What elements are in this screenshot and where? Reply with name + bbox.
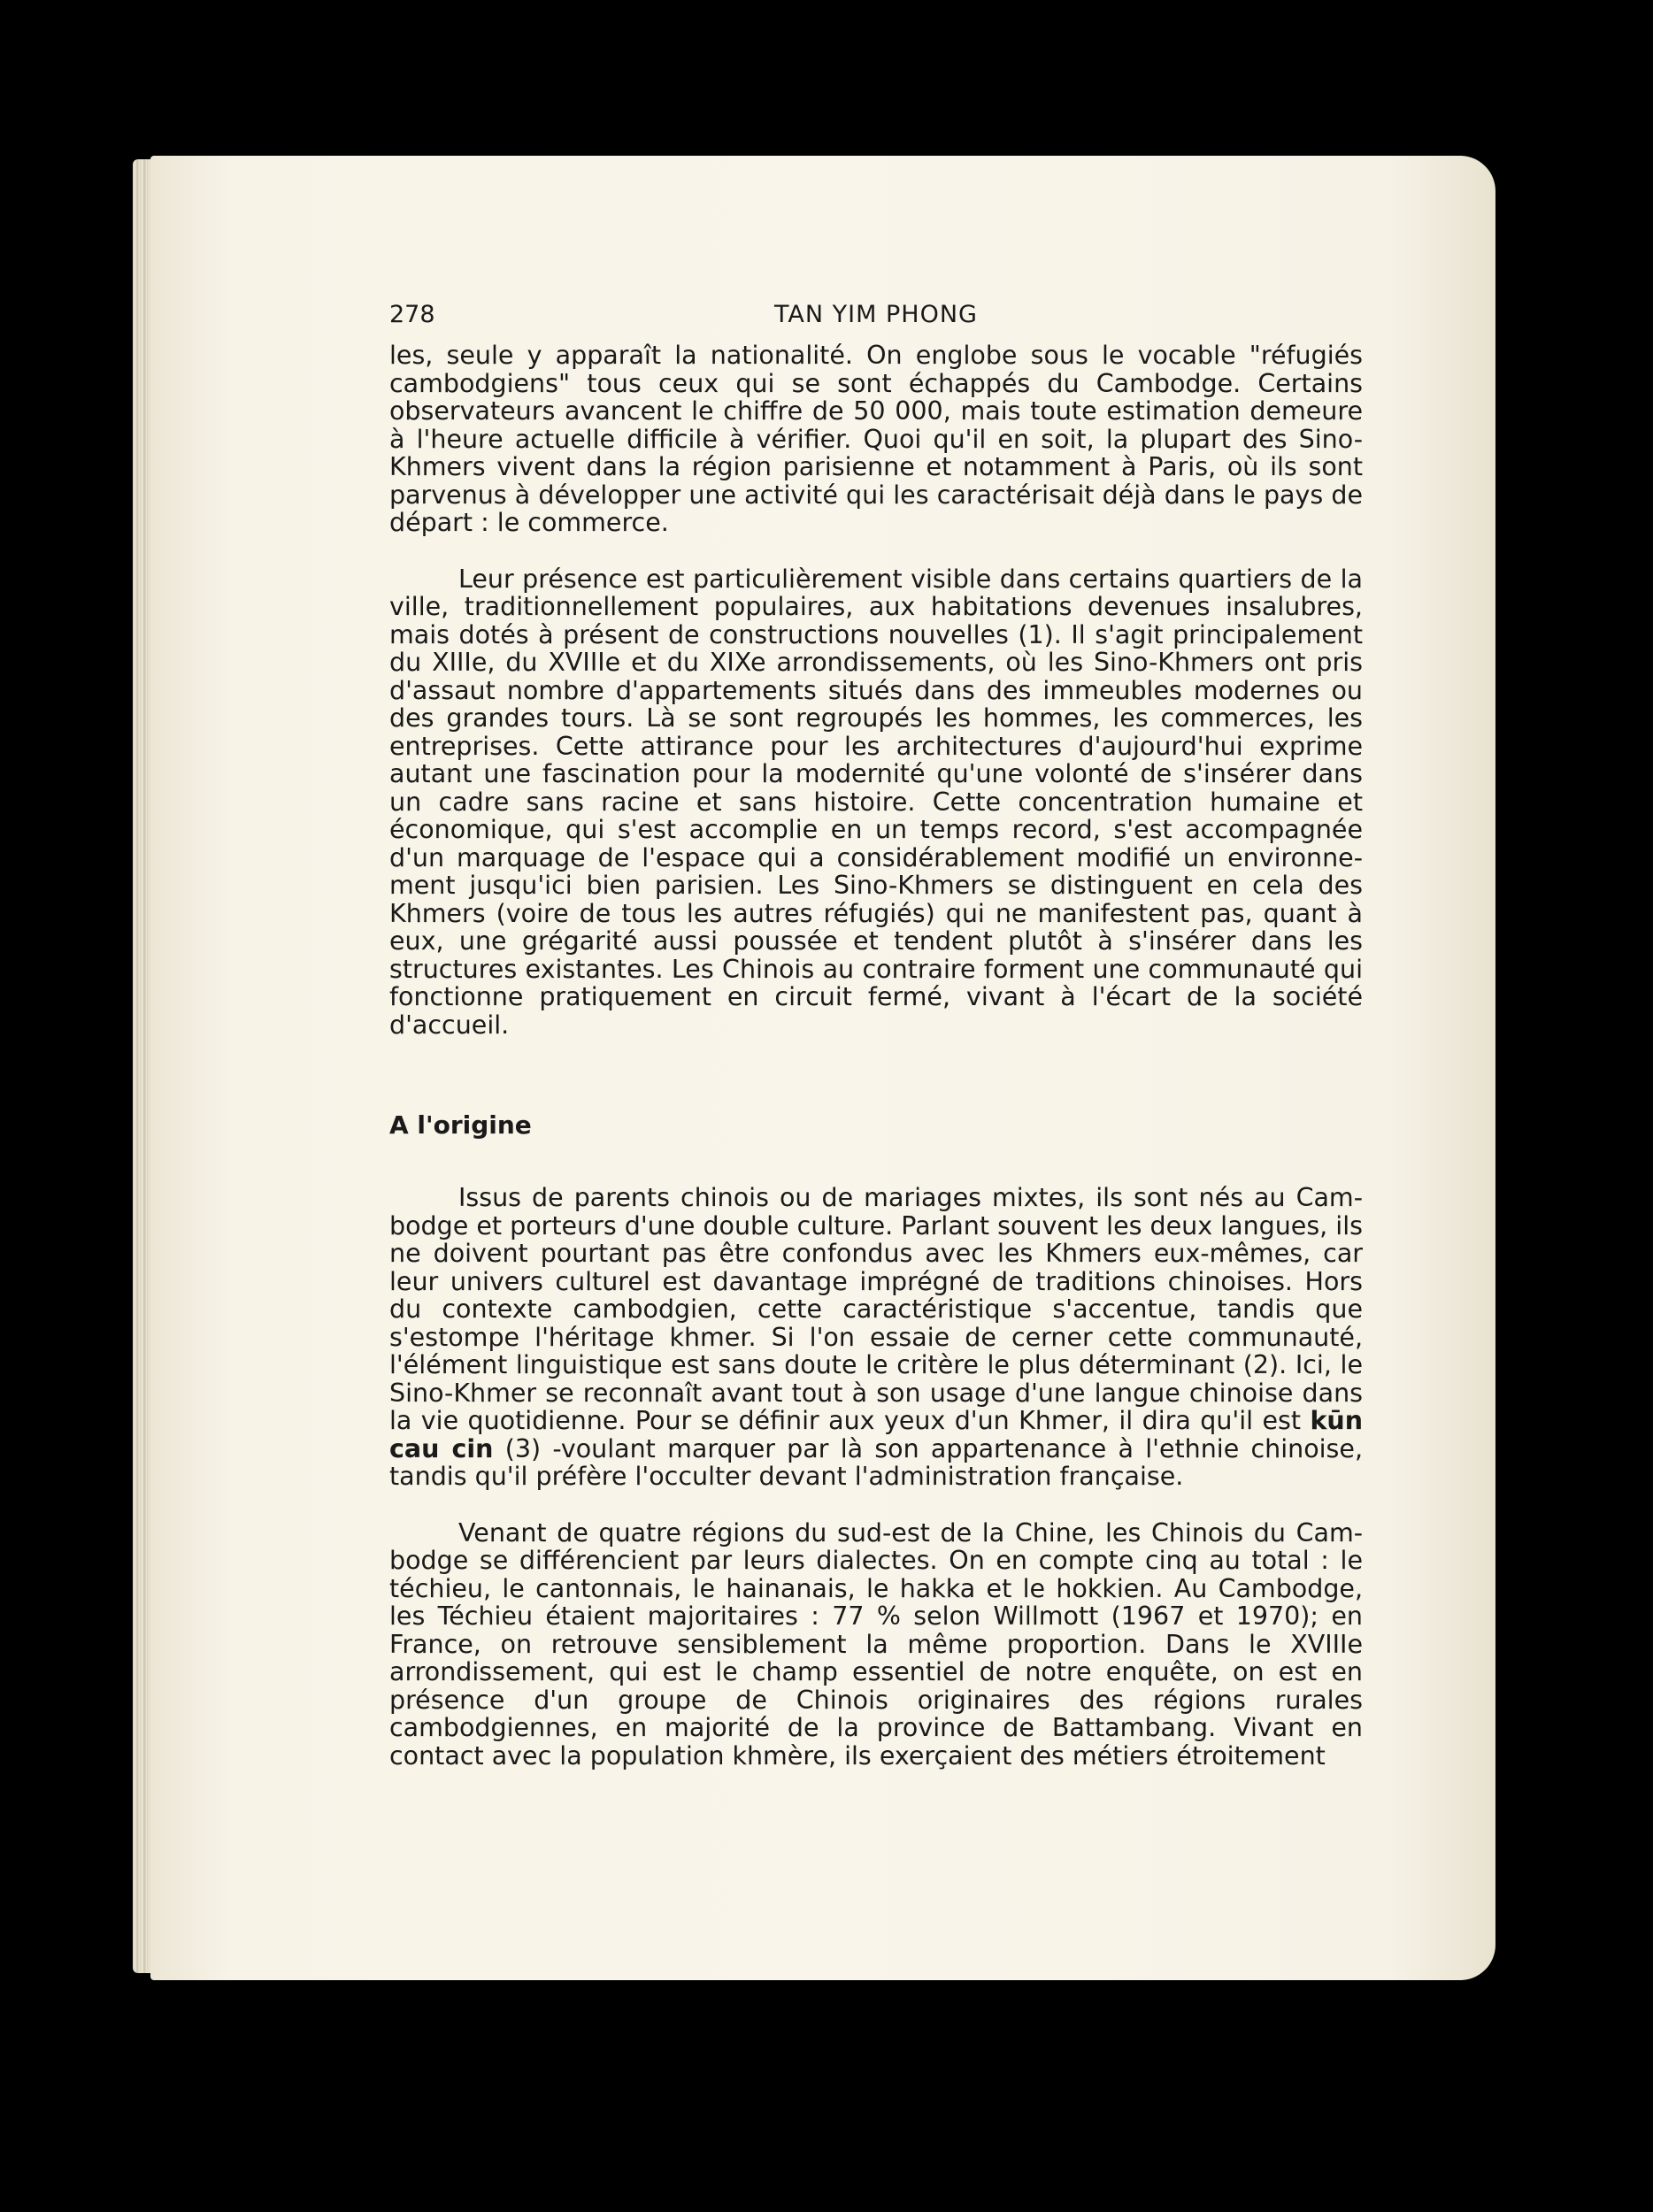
paragraph-3	[389, 1184, 1363, 1491]
paragraph-3-text-before: Issus de parents chinois ou de mariages mixtes, ils sont nés au Cambodge et porteurs d'une double culture. Parlant souvent les deux langues, ils ne doivent pourtant pas être confondus avec les Khmers eux-mêmes, car leur univers culturel est davantage imprégné de traditions chinoises. Hors du contexte cambodgien, cette caractéristique s'accentue, tandis que s'estompe l'héritage khmer. Si l'on essaie de cerner cette communauté, l'élément linguistique est sans doute le critère le plus déterminant (2). Ici, le Sino-Khmer se reconnaît avant tout à son usage d'une langue chinoise dans la vie quotidienne. Pour se définir aux yeux d'un Khmer, il dira qu'il est	[389, 1183, 1363, 1435]
paragraph-1: les, seule y apparaît la nationalité. On englobe sous le vocable "réfugiés cambodgiens" tous ceux qui se sont échappés du Cambodge. Certains observateurs avancent le chiffre de 50 000, mais toute estimation demeure à l'heure actuelle difficile à vérifier. Quoi qu'il en soit, la plupart des Sino-Khmers vivent dans la région parisienne et notamment à Paris, où ils sont parvenus à développer une activité qui les caractérisait déjà dans le pays de départ : le commerce.	[389, 341, 1363, 537]
page-number: 278	[389, 301, 435, 328]
paragraph-gap	[389, 1491, 1363, 1519]
running-head	[389, 301, 1363, 336]
section-gap	[389, 1140, 1363, 1184]
running-title: TAN YIM PHONG	[774, 301, 978, 328]
page-content	[389, 301, 1363, 1770]
khmer-term: kūn cau cin	[389, 1406, 1363, 1463]
section-heading: A l'origine	[389, 1110, 532, 1140]
paragraph-2: Leur présence est particulièrement visible dans certains quartiers de la ville, traditionnellement populaires, aux habitations devenues insalubres, mais dotés à présent de constructions nouvelles (1). Il s'agit principalement du XIIIe, du XVIIIe et du XIXe arrondissements, où les Sino-Khmers ont pris d'assaut nombre d'appartements situés dans des immeubles modernes ou des grandes tours. Là se sont regroupés les hommes, les commerces, les entreprises. Cette attirance pour les architectures d'aujourd'hui exprime autant une fascination pour la modernité qu'une volonté de s'insérer dans un cadre sans racine et sans histoire. Cette concentration humaine et économique, qui s'est accomplie en un temps record, s'est accompagnée d'un marquage de l'espace qui a considérablement modifié un environnement jusqu'ici bien parisien. Les Sino-Khmers se distinguent en cela des Khmers (voire de tous les autres réfugiés) qui ne manifestent pas, quant à eux, une grégarité aussi poussée et tendent plutôt à s'insérer dans les structures existantes. Les Chinois au contraire forment une communauté qui fonctionne pratiquement en circuit fermé, vivant à l'écart de la société d'accueil.	[389, 564, 1363, 1040]
paragraph-4: Venant de quatre régions du sud-est de la Chine, les Chinois du Cambodge se différencient par leurs dialectes. On en compte cinq au total : le téchieu, le cantonnais, le hainanais, le hakka et le hokkien. Au Cambodge, les Téchieu étaient majoritaires : 77 % selon Willmott (1967 et 1970); en France, on retrouve sensiblement la même proportion. Dans le XVIIIe arrondissement, qui est le champ essentiel de notre enquête, on est en présence d'un groupe de Chinois originaires des régions rurales cambodgiennes, en majorité de la province de Battambang. Vivant en contact avec la population khmère, ils exerçaient des métiers étroitement	[389, 1517, 1363, 1770]
section-gap	[389, 1039, 1363, 1111]
paragraph-gap	[389, 537, 1363, 565]
paragraph-3-text-after: (3) -voulant marquer par là son appartenance à l'ethnie chinoise, tandis qu'il préfère l'occulter devant l'administration française.	[389, 1433, 1363, 1491]
